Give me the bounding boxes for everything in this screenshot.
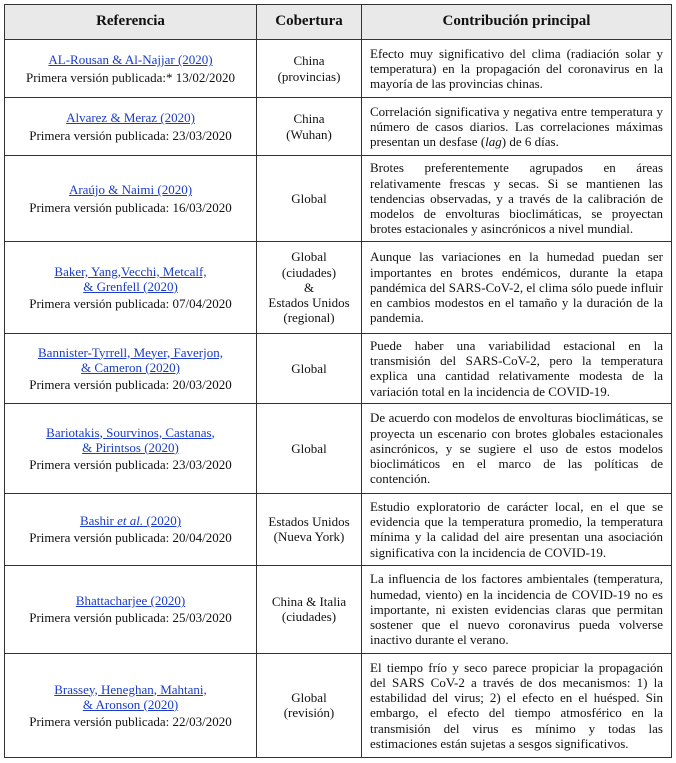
contribution-cell: De acuerdo con modelos de envolturas bioclimáticas, se proyecta un escenario con brotes globales estacionales asincrónicos, y se sugiere el uso de estos modelos bioclimáticos en el marco de las políticas de contención. [362,403,672,493]
publication-date: Primera versión publicada: 23/03/2020 [29,456,232,472]
coverage-cell: China & Italia (ciudades) [257,565,362,653]
coverage-cell: Global (ciudades) & Estados Unidos (regional) [257,242,362,334]
reference-link[interactable]: Bariotakis, Sourvinos, Castanas, & Pirintsos (2020) [46,424,215,455]
reference-link[interactable]: Alvarez & Meraz (2020) [66,110,195,126]
contribution-cell: Puede haber una variabilidad estacional en la transmisión del SARS-CoV-2, pero la temperatura explica una cantidad relativamente modesta de la variación total en la incidencia de COVID-19. [362,334,672,404]
contribution-cell: La influencia de los factores ambientales (temperatura, humedad, viento) en la incidencia de COVID-19 no es importante, ni existen evidencias claras que permitan sostener que el nuevo coronavirus pueda volverse inactivo durante el verano. [362,565,672,653]
table-row [5,403,672,493]
header-coverage: Cobertura [257,5,362,40]
header-row [5,5,672,40]
coverage-cell: China (Wuhan) [257,98,362,156]
publication-date: Primera versión publicada: 25/03/2020 [29,610,232,626]
publication-date: Primera versión publicada: 16/03/2020 [29,199,232,215]
contribution-cell: Correlación significativa y negativa entre temperatura y número de casos diarios. Las correlaciones máximas presentan un desfase (lag) de 6 días. [362,98,672,156]
coverage-cell: Global [257,334,362,404]
table-row [5,565,672,653]
publication-date: Primera versión publicada: 07/04/2020 [29,296,232,312]
table-row [5,493,672,565]
publication-date: Primera versión publicada: 20/03/2020 [29,377,232,392]
publication-date: Primera versión publicada: 20/04/2020 [29,530,232,546]
reference-link[interactable]: Bannister-Tyrrell, Meyer, Faverjon, & Cameron (2020) [38,344,223,375]
coverage-cell: Global (revisión) [257,653,362,757]
reference-cell [5,493,257,565]
coverage-cell: Global [257,156,362,242]
coverage-cell: Global [257,403,362,493]
reference-cell [5,40,257,98]
contribution-cell: Brotes preferentemente agrupados en áreas relativamente frescas y secas. Si se mantienen las tendencias observadas, y a través de la calibración de modelos de envolturas bioclimáticas, se proyectan brotes estacionales y asincrónicos a nivel mundial. [362,156,672,242]
reference-cell [5,242,257,334]
reference-cell [5,334,257,404]
publication-date: Primera versión publicada:* 13/02/2020 [25,69,236,85]
contribution-cell: Efecto muy significativo del clima (radiación solar y temperatura) en la propagación del coronavirus en la mayoría de las provincias chinas. [362,40,672,98]
contribution-cell: El tiempo frío y seco parece propiciar la propagación del SARS CoV-2 a través de dos mecanismos: 1) la estabilidad del virus; 2) el efecto en el huésped. Sin embargo, el efecto del tiempo atmosférico en la transmisión del virus es mínimo y todas las estimaciones están sujetas a sesgos significativos. [362,653,672,757]
references-table [4,4,672,758]
table-row [5,653,672,757]
table-row [5,98,672,156]
coverage-cell: Estados Unidos (Nueva York) [257,493,362,565]
reference-cell [5,98,257,156]
reference-link[interactable]: AL-Rousan & Al-Najjar (2020) [48,52,213,68]
table-row [5,334,672,404]
reference-cell [5,653,257,757]
reference-cell [5,565,257,653]
reference-link[interactable]: Bashir et al. (2020) [79,513,182,529]
coverage-cell: China (provincias) [257,40,362,98]
table-row [5,40,672,98]
reference-link[interactable]: Brassey, Heneghan, Mahtani, & Aronson (2020) [54,681,207,712]
table-row [5,156,672,242]
reference-link[interactable]: Bhattacharjee (2020) [75,593,186,609]
reference-cell [5,156,257,242]
table-row [5,242,672,334]
publication-date: Primera versión publicada: 23/03/2020 [29,127,232,143]
contribution-cell: Aunque las variaciones en la humedad puedan ser importantes en brotes endémicos, durante la etapa pandémica del SARS-CoV-2, el clima sólo puede influir en cambios modestos en el tamaño y la duración de la pandemia. [362,242,672,334]
header-contribution: Contribución principal [362,5,672,40]
contribution-cell: Estudio exploratorio de carácter local, en el que se evidencia que la temperatura promedio, la temperatura mínima y la calidad del aire presentan una asociación significativa con la incidencia de COVID-19. [362,493,672,565]
reference-cell [5,403,257,493]
reference-link[interactable]: Araújo & Naimi (2020) [68,182,193,198]
header-reference: Referencia [5,5,257,40]
publication-date: Primera versión publicada: 22/03/2020 [29,713,232,729]
reference-link[interactable]: Baker, Yang,Vecchi, Metcalf, & Grenfell (2020) [54,263,207,294]
